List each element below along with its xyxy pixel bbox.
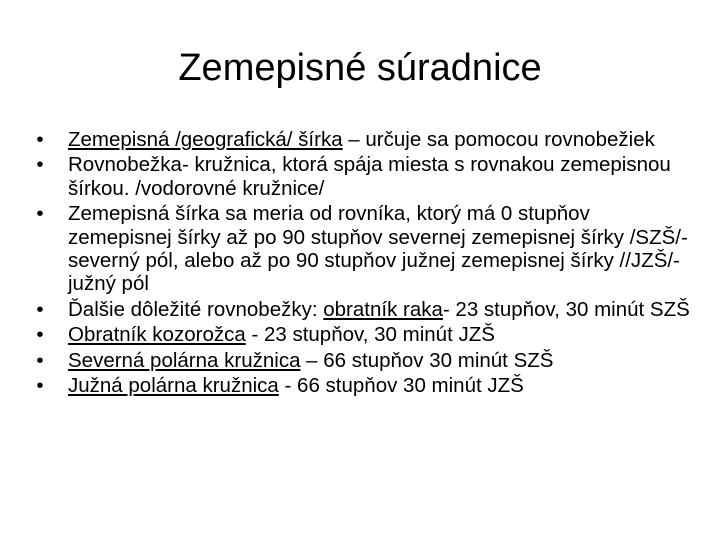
bullet-item bbox=[30, 298, 690, 321]
bullet-list bbox=[30, 128, 690, 399]
bullet-text: Ďalšie dôležité rovnobežky: bbox=[68, 297, 324, 321]
bullet-text: Rovnobežka- kružnica, ktorá spája miesta s rovnakou zemepisnou šírkou. /vodorovné kružnice/ bbox=[68, 153, 671, 200]
underlined-term: Zemepisná /geografická/ šírka bbox=[68, 128, 343, 151]
bullet-item bbox=[30, 202, 690, 296]
bullet-text: Zemepisná šírka sa meria od rovníka, ktorý má 0 stupňov zemepisnej šírky až po 90 stupňov severnej zemepisnej šírky /SZŠ/- severný pól, alebo až po 90 stupňov južnej zemepisnej šírky //JZŠ/- južný pól bbox=[68, 202, 688, 296]
bullet-text: – 66 stupňov 30 minút SZŠ bbox=[300, 348, 554, 372]
bullet-text: – určuje sa pomocou rovnobežiek bbox=[342, 128, 655, 151]
underlined-term: Severná polárna kružnica bbox=[68, 348, 301, 372]
bullet-icon: • bbox=[36, 323, 44, 347]
underlined-term: Obratník kozorožca bbox=[68, 323, 246, 347]
bullet-icon: • bbox=[36, 153, 44, 177]
bullet-text: - 66 stupňov 30 minút JZŠ bbox=[278, 374, 524, 398]
bullet-item bbox=[30, 323, 690, 346]
slide-title: Zemepisné súradnice bbox=[178, 47, 542, 89]
underlined-term: obratník raka bbox=[323, 297, 443, 321]
bullet-icon: • bbox=[36, 348, 44, 372]
bullet-item bbox=[30, 374, 690, 397]
bullet-icon: • bbox=[36, 128, 44, 151]
bullet-item bbox=[30, 349, 690, 372]
bullet-icon: • bbox=[36, 202, 44, 226]
bullet-item bbox=[30, 128, 690, 151]
bullet-icon: • bbox=[36, 297, 44, 321]
bullet-icon: • bbox=[36, 374, 44, 398]
bullet-text: - 23 stupňov, 30 minút SZŠ bbox=[442, 297, 690, 321]
bullet-text: - 23 stupňov, 30 minút JZŠ bbox=[245, 323, 495, 347]
bullet-item bbox=[30, 153, 690, 200]
underlined-term: Južná polárna kružnica bbox=[68, 374, 279, 398]
